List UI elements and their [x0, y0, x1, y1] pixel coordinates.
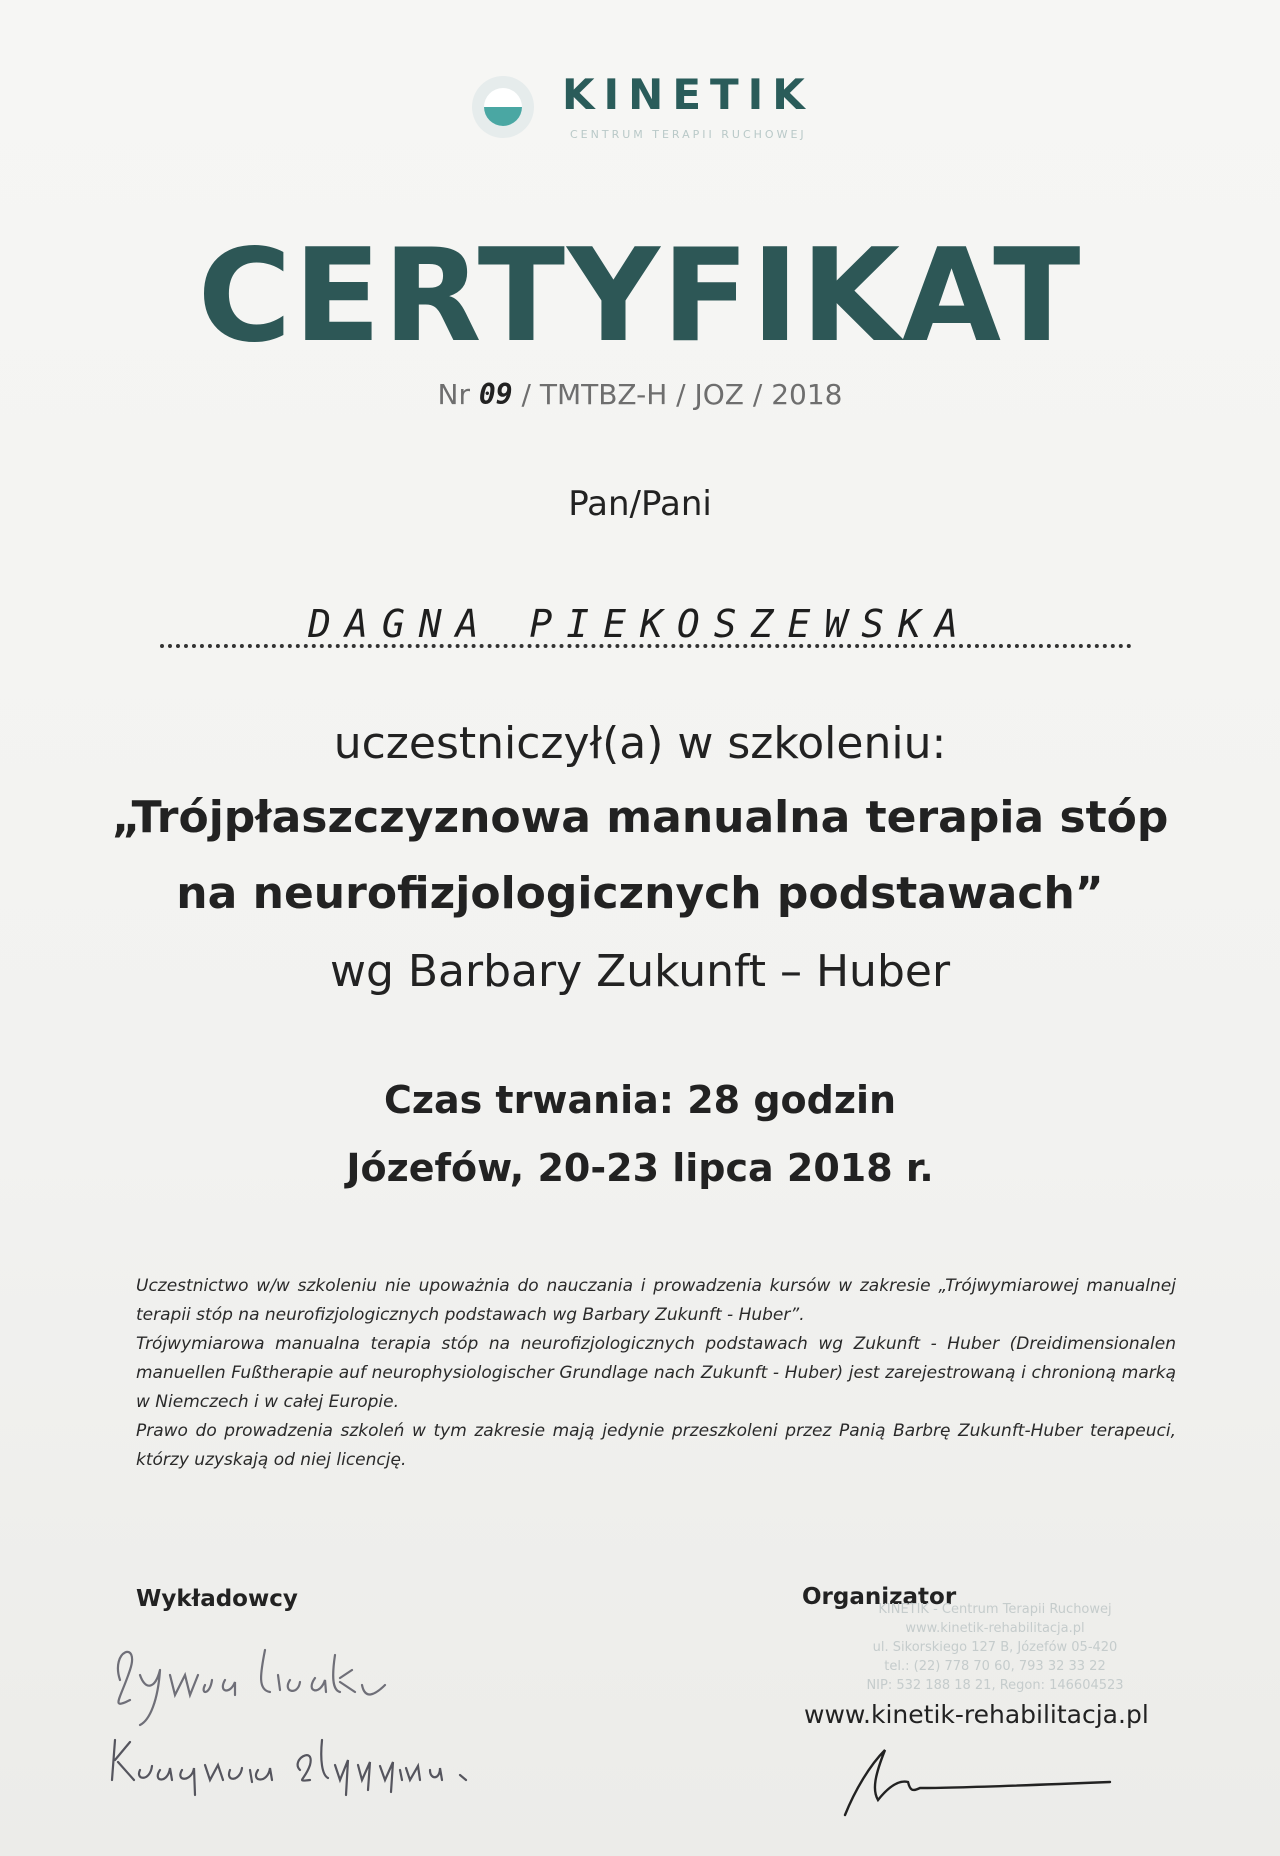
number-prefix: Nr	[437, 378, 470, 411]
organizer-signature	[830, 1730, 1130, 1820]
salutation: Pan/Pani	[568, 484, 712, 524]
stamp-line: tel.: (22) 778 70 60, 793 32 33 22	[884, 1659, 1106, 1674]
course-author: wg Barbary Zukunft – Huber	[329, 946, 951, 997]
course-duration: Czas trwania: 28 godzin	[383, 1078, 897, 1122]
certificate-number	[0, 378, 1280, 411]
legal-note: Trójwymiarowa manualna terapia stóp na neurofizjologicznych podstawach wg Zukunft - Huber (Dreidimensionalen manuellen Fußtherapie auf neurophysiologischer Grundlage nach Zukunft - Huber) jest zarejestrowaną i chronioną marką w Niemczech i w całej Europie.	[136, 1334, 1176, 1412]
lecturer-signatures	[100, 1630, 500, 1800]
kinetik-logo	[470, 70, 870, 150]
logo-subtitle: CENTRUM TERAPII RUCHOWEJ	[570, 128, 807, 141]
kinetik-logo-icon	[470, 74, 536, 140]
participated-text: uczestniczył(a) w szkoleniu:	[333, 718, 947, 769]
logo-name: KINETIK	[562, 70, 814, 119]
course-title-line-1: „Trójpłaszczyznowa manualna terapia stóp	[111, 792, 1169, 843]
stamp-line: ul. Sikorskiego 127 B, Józefów 05-420	[872, 1640, 1118, 1655]
organizer-website: www.kinetik-rehabilitacja.pl	[804, 1700, 1149, 1729]
legal-note: Prawo do prowadzenia szkoleń w tym zakresie mają jedynie przeszkoleni przez Panią Barbrę Zukunft-Huber terapeuci, którzy uzyskają od niej licencję.	[136, 1421, 1176, 1470]
number-suffix: / TMTBZ-H / JOZ / 2018	[521, 378, 843, 411]
stamp-line: www.kinetik-rehabilitacja.pl	[905, 1621, 1085, 1636]
legal-note: Uczestnictwo w/w szkoleniu nie upoważnia do nauczania i prowadzenia kursów w zakresie „Trójwymiarowej manualnej terapii stóp na neurofizjologicznych podstawach wg Barbary Zukunft - Huber”.	[136, 1276, 1176, 1325]
organizer-stamp	[840, 1600, 1150, 1710]
organizer-label: Organizator	[802, 1584, 957, 1610]
certificate-title: CERTYFIKAT	[197, 222, 1083, 371]
participant-name: DAGNA PIEKOSZEWSKA	[308, 602, 972, 646]
course-title-line-2: na neurofizjologicznych podstawach”	[176, 868, 1104, 919]
number-handwritten: 09	[478, 378, 513, 411]
stamp-line: KINETIK - Centrum Terapii Ruchowej	[878, 1602, 1112, 1617]
lecturers-label: Wykładowcy	[136, 1586, 298, 1612]
course-place-date: Józefów, 20-23 lipca 2018 r.	[346, 1146, 934, 1190]
stamp-line: NIP: 532 188 18 21, Regon: 146604523	[866, 1678, 1124, 1693]
legal-notes	[136, 1272, 1176, 1475]
